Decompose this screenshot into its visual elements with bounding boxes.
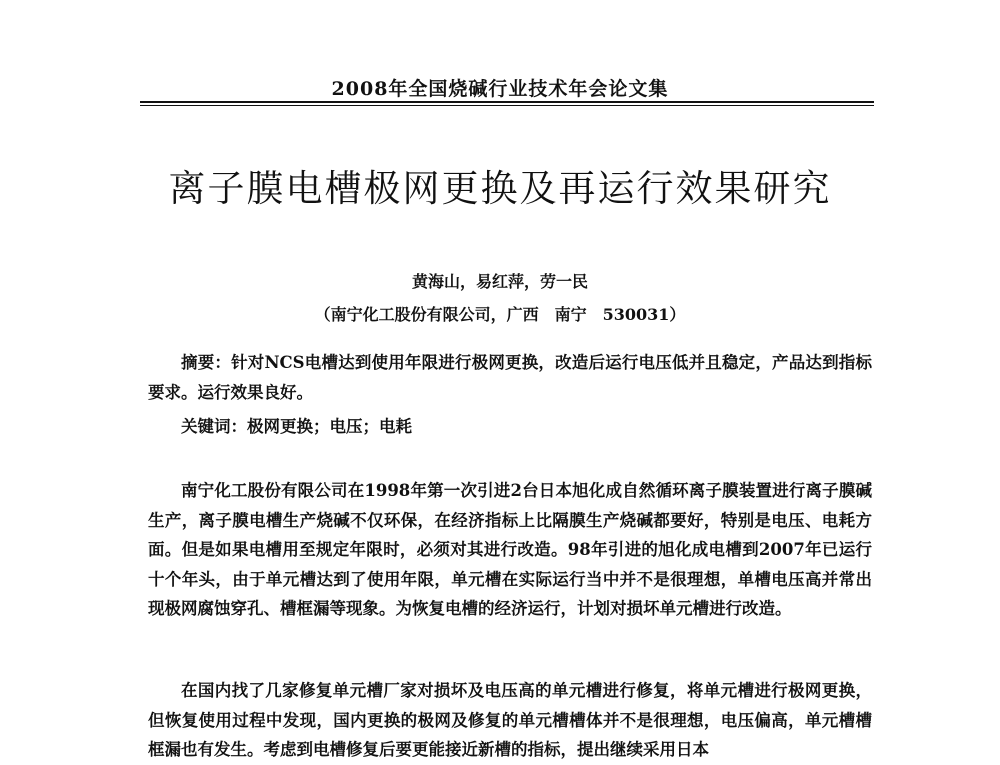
abstract-text: 针对NCS电槽达到使用年限进行极网更换，改造后运行电压低并且稳定，产品达到指标要求。运行效果良好。 [148,353,873,402]
running-header: 2008年全国烧碱行业技术年会论文集 [331,78,669,100]
keywords-text: 极网更换；电压；电耗 [247,417,412,436]
keywords-label: 关键词： [181,417,247,436]
keywords [148,412,872,442]
paper-title: 离子膜电槽极网更换及再运行效果研究 [168,167,832,210]
authors: 黄海山，易红萍，劳一民 [411,272,588,291]
abstract-label: 摘要： [181,353,232,372]
header-rule-thick [140,101,874,103]
abstract [148,348,872,407]
affiliation: （南宁化工股份有限公司，广西 南宁 530031） [314,305,686,324]
body-paragraph-1: 南宁化工股份有限公司在1998年第一次引进2台日本旭化成自然循环离子膜装置进行离子膜碱生产，离子膜电槽生产烧碱不仅环保，在经济指标上比隔膜生产烧碱都要好，特别是电压、电耗方面。但是如果电槽用至规定年限时，必须对其进行改造。98年引进的旭化成电槽到2007年已运行十个年头，由于单元槽达到了使用年限，单元槽在实际运行当中并不是很理想，单槽电压高并常出现极网腐蚀穿孔、槽框漏等现象。为恢复电槽的经济运行，计划对损坏单元槽进行改造。 [148,481,872,618]
body-paragraph-2: 在国内找了几家修复单元槽厂家对损坏及电压高的单元槽进行修复，将单元槽进行极网更换，但恢复使用过程中发现，国内更换的极网及修复的单元槽槽体并不是很理想，电压偏高，单元槽槽框漏也有发生。考虑到电槽修复后要更能接近新槽的指标，提出继续采用日本 [148,681,872,759]
header-rule-thin [140,105,874,106]
